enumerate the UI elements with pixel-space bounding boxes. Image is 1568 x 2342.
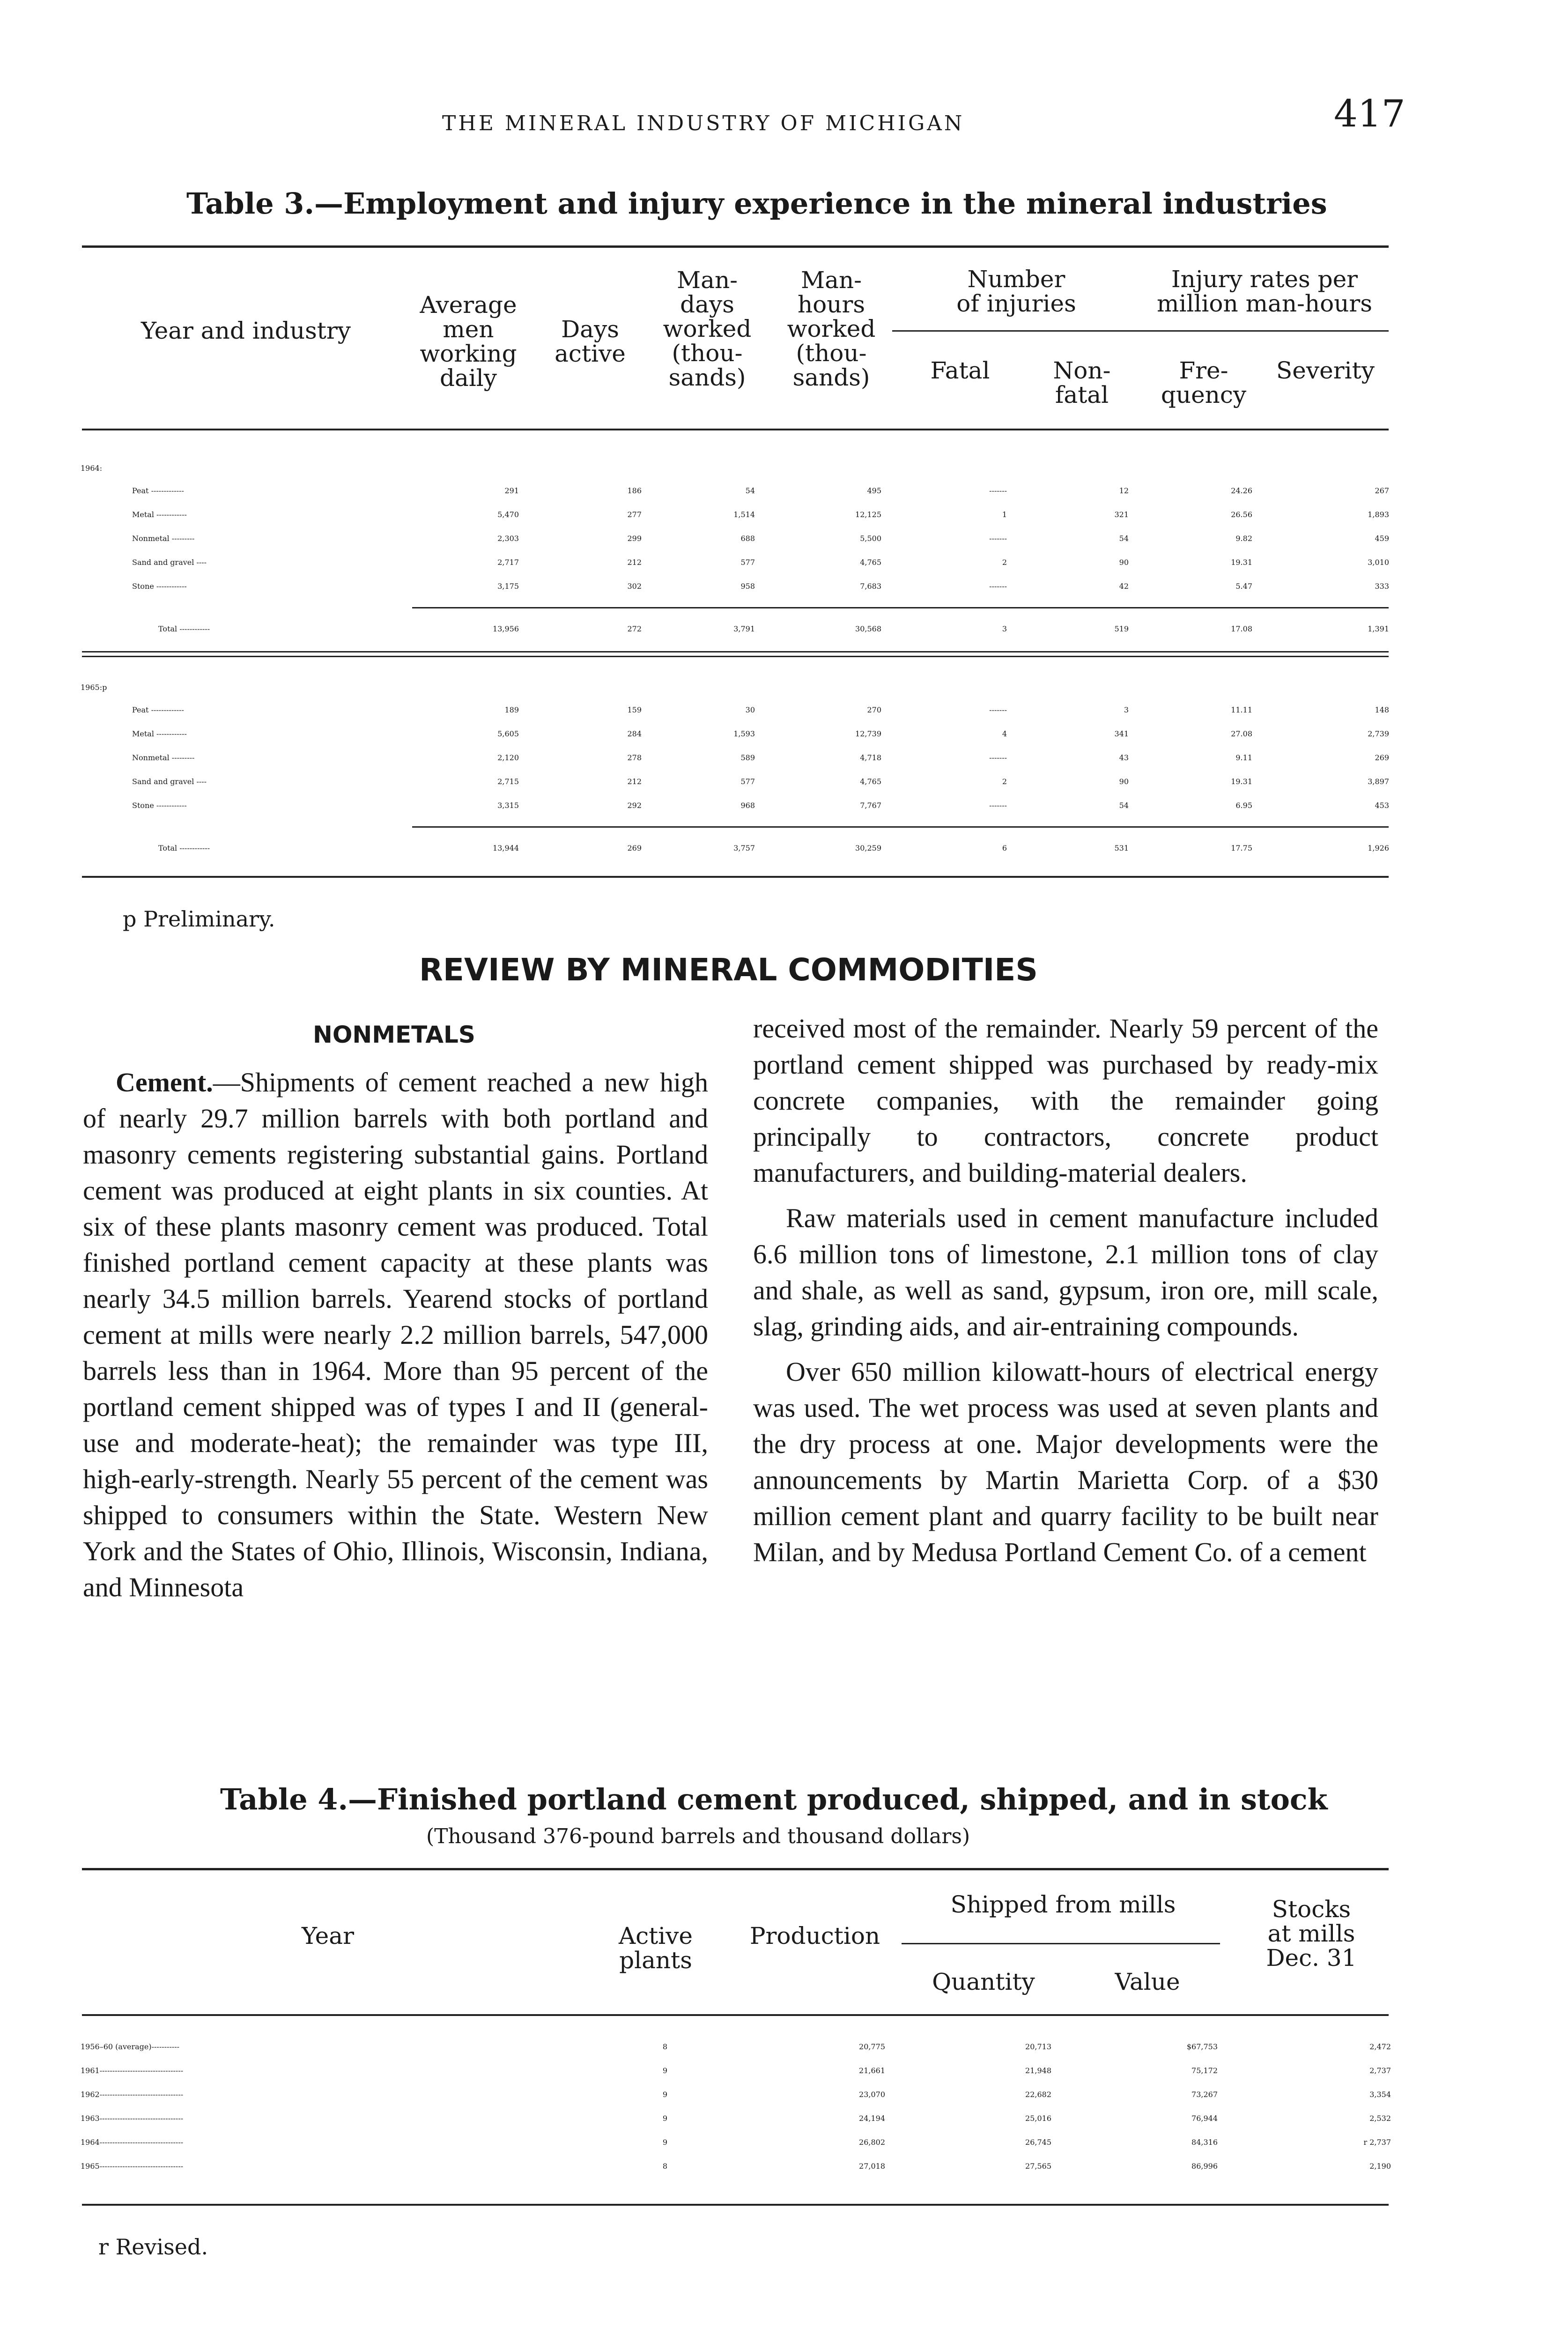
cell-quantity: 22,682 [1025, 2090, 1051, 2099]
cell-men: 2,715 [497, 777, 519, 786]
cell-fatal: ------- [989, 801, 1007, 810]
cell-men: 2,303 [497, 534, 519, 543]
cell-production: 27,018 [859, 2162, 885, 2171]
row-name: Sand and gravel [132, 777, 194, 786]
cell-nonfatal: 43 [1119, 753, 1129, 762]
hdr-line: active [555, 340, 626, 367]
cell-nonfatal: 54 [1119, 534, 1129, 543]
row-label [132, 794, 187, 817]
row-label [132, 503, 187, 526]
leader-dots: ------------ [154, 801, 187, 810]
cell-mandays: 54 [745, 486, 755, 495]
cell-fatal: ------- [989, 753, 1007, 762]
cell-days: 299 [627, 534, 642, 543]
table3-hdr-injury-rates [1143, 267, 1386, 316]
cell-mandays: 688 [740, 534, 755, 543]
cell-value: 76,944 [1191, 2114, 1218, 2123]
leader-dots: ------------ [154, 582, 187, 591]
row-year: 1964 [81, 2138, 100, 2147]
hdr-line: Number [967, 266, 1065, 293]
total-cell-mandays: 3,791 [733, 624, 755, 633]
cell-mandays: 577 [740, 777, 755, 786]
table3-hdr-year-industry: Year and industry [141, 317, 351, 344]
leader-dots: ----------- [151, 2042, 180, 2051]
table3-hdr-severity: Severity [1276, 357, 1375, 384]
leader-dots: ------------- [148, 486, 184, 495]
row-label [132, 551, 207, 574]
cell-sev: 333 [1375, 582, 1389, 591]
cell-nonfatal: 341 [1114, 729, 1129, 738]
hdr-line: million man-hours [1157, 290, 1372, 317]
row-label [81, 2035, 179, 2059]
total-cell-nonfatal: 531 [1114, 844, 1129, 852]
table3-header-bottom-rule [82, 429, 1389, 430]
row-name: Nonmetal [132, 534, 170, 543]
group-label: 1964: [81, 464, 103, 473]
total-cell-days: 269 [627, 844, 642, 852]
table4-hdr-stocks [1241, 1897, 1382, 1970]
total-cell-days: 272 [627, 624, 642, 633]
hdr-line: Non- [1053, 357, 1111, 384]
cell-nonfatal: 90 [1119, 558, 1129, 567]
cell-sev: 459 [1375, 534, 1389, 543]
cell-days: 284 [627, 729, 642, 738]
cell-value: 86,996 [1191, 2162, 1218, 2171]
hdr-line: of injuries [956, 290, 1076, 317]
review-heading: REVIEW BY MINERAL COMMODITIES [419, 952, 1038, 988]
cell-days: 278 [627, 753, 642, 762]
total-label [158, 617, 210, 641]
cell-fatal: 2 [1002, 777, 1007, 786]
leader-dots: ------------- [148, 705, 184, 714]
leader-dots: ---- [194, 558, 207, 567]
row-label [132, 479, 184, 503]
cell-manhours: 4,765 [860, 558, 881, 567]
cell-stocks: 2,472 [1369, 2042, 1391, 2051]
total-name: Total [158, 844, 178, 852]
text-column-left [83, 1064, 708, 1615]
row-label [81, 2131, 183, 2154]
hdr-line: sands) [792, 364, 870, 391]
cell-fatal: 1 [1002, 510, 1007, 519]
row-label [81, 2107, 183, 2130]
col2-paragraph-3: Over 650 million kilowatt-hours of electrical energy was used. The wet process was used at seven plants and the dry process at one. Major developments were the announcements by Martin Marietta Corp. of a $30 million cement plant and quarry facility to be built near Milan, and by Medusa Portland Cement Co. of a cement [753, 1356, 1378, 1567]
cell-freq: 5.47 [1235, 582, 1252, 591]
cell-stocks: 2,190 [1369, 2162, 1391, 2171]
hdr-line: Injury rates per [1171, 266, 1358, 293]
table4-title: Table 4.—Finished portland cement produced, shipped, and in stock [220, 1782, 1328, 1816]
total-cell-fatal: 6 [1002, 844, 1007, 852]
total-label [158, 837, 210, 860]
cell-days: 302 [627, 582, 642, 591]
total-cell-nonfatal: 519 [1114, 624, 1129, 633]
hdr-line: hours [797, 291, 865, 318]
cell-production: 26,802 [859, 2138, 885, 2147]
row-label [132, 527, 194, 550]
cell-value: 84,316 [1191, 2138, 1218, 2147]
table4-bottom-rule [82, 2204, 1389, 2206]
cell-freq: 26.56 [1231, 510, 1252, 519]
row-name: Stone [132, 582, 154, 591]
cell-men: 189 [504, 705, 519, 714]
cell-quantity: 27,565 [1025, 2162, 1051, 2171]
cell-fatal: ------- [989, 582, 1007, 591]
cell-freq: 9.82 [1235, 534, 1252, 543]
row-year: 1956–60 (average) [81, 2042, 152, 2051]
cell-fatal: ------- [989, 486, 1007, 495]
cell-men: 2,120 [497, 753, 519, 762]
cell-sev: 148 [1375, 705, 1389, 714]
cell-freq: 11.11 [1231, 705, 1252, 714]
cell-production: 20,775 [859, 2042, 885, 2051]
cell-value: 75,172 [1191, 2066, 1218, 2075]
cell-manhours: 270 [867, 705, 881, 714]
table4-hdr-quantity: Quantity [932, 1968, 1035, 1995]
leader-dots: --------------------------------- [99, 2138, 184, 2147]
table4-hdr-value: Value [1115, 1968, 1180, 1995]
cell-plants: 8 [662, 2042, 667, 2051]
cell-plants: 9 [662, 2090, 667, 2099]
cell-manhours: 7,767 [860, 801, 881, 810]
cell-manhours: 12,739 [855, 729, 881, 738]
cell-manhours: 495 [867, 486, 881, 495]
cell-manhours: 7,683 [860, 582, 881, 591]
table4-header-bottom-rule [82, 2014, 1389, 2016]
total-cell-manhours: 30,568 [855, 624, 881, 633]
cell-production: 23,070 [859, 2090, 885, 2099]
cell-sev: 267 [1375, 486, 1389, 495]
hdr-line: daily [439, 364, 497, 392]
total-cell-freq: 17.75 [1231, 844, 1252, 852]
hdr-line: Active [618, 1922, 693, 1949]
row-year: 1962 [81, 2090, 100, 2099]
cell-fatal: 4 [1002, 729, 1007, 738]
leader-dots: --------------------------------- [99, 2114, 184, 2123]
cell-nonfatal: 321 [1114, 510, 1129, 519]
cell-fatal: ------- [989, 705, 1007, 714]
cell-freq: 27.08 [1231, 729, 1252, 738]
cell-mandays: 589 [740, 753, 755, 762]
hdr-line: men [443, 316, 494, 343]
group-label: 1965:p [81, 683, 107, 692]
table4-subtitle: (Thousand 376-pound barrels and thousand dollars) [426, 1824, 970, 1848]
row-year: 1963 [81, 2114, 100, 2123]
hdr-line: worked [787, 315, 876, 342]
text-column-right [753, 1010, 1378, 1579]
row-name: Stone [132, 801, 154, 810]
hdr-line: Man- [676, 267, 738, 294]
cell-nonfatal: 12 [1119, 486, 1129, 495]
row-name: Peat [132, 486, 149, 495]
hdr-line: Stocks [1272, 1896, 1351, 1923]
cell-stocks: 3,354 [1369, 2090, 1391, 2099]
col2-paragraph-2: Raw materials used in cement manufacture included 6.6 million tons of limestone, 2.1 million tons of clay and shale, as well as sand, gypsum, iron ore, mill scale, slag, grinding aids, and air-entraining compounds. [753, 1203, 1378, 1341]
table3-bottom-rule [82, 876, 1389, 878]
hdr-line: sands) [668, 364, 746, 391]
total-cell-men: 13,944 [493, 844, 519, 852]
row-label [81, 2155, 183, 2178]
hdr-line: quency [1161, 381, 1247, 408]
cell-stocks: 2,532 [1369, 2114, 1391, 2123]
hdr-line: Dec. 31 [1266, 1944, 1357, 1971]
cell-days: 159 [627, 705, 642, 714]
cell-days: 292 [627, 801, 642, 810]
cell-plants: 9 [662, 2114, 667, 2123]
table3-hdr-avg-men [403, 293, 534, 390]
cell-men: 2,717 [497, 558, 519, 567]
cell-freq: 9.11 [1235, 753, 1252, 762]
total-name: Total [158, 624, 178, 633]
leader-dots: --------------------------------- [99, 2090, 184, 2099]
cell-fatal: 2 [1002, 558, 1007, 567]
cell-quantity: 25,016 [1025, 2114, 1051, 2123]
cell-sev: 269 [1375, 753, 1389, 762]
running-title: THE MINERAL INDUSTRY OF MICHIGAN [442, 111, 965, 135]
leader-dots: ------------ [177, 624, 210, 633]
cell-nonfatal: 54 [1119, 801, 1129, 810]
hdr-line: days [680, 291, 734, 318]
total-cell-mandays: 3,757 [733, 844, 755, 852]
cell-nonfatal: 42 [1119, 582, 1129, 591]
table4-footnote: r Revised. [98, 2234, 208, 2260]
row-label [132, 698, 184, 722]
cement-paragraph: —Shipments of cement reached a new high of nearly 29.7 million barrels with both portland and masonry cements registering substantial gains. Portland cement was produced at eight plants in six counties. At six of these plants masonry cement was produced. Total finished portland cement capacity at these plants was nearly 34.5 million barrels. Yearend stocks of portland cement at mills were nearly 2.2 million barrels, 547,000 barrels less than in 1964. More than 95 percent of the portland cement shipped was of types I and II (general-use and moderate-heat); the remainder was type III, high-early-strength. Nearly 55 percent of the cement was shipped to consumers within the State. Western New York and the States of Ohio, Illinois, Wisconsin, Indiana, and Minnesota [83, 1067, 708, 1602]
table4-subhdr-rule [902, 1943, 1220, 1944]
table3-title: Table 3.—Employment and injury experience in the mineral industries [186, 186, 1327, 221]
leader-dots: --------- [169, 753, 195, 762]
cell-days: 277 [627, 510, 642, 519]
table3-hdr-fatal: Fatal [930, 357, 990, 384]
row-label [81, 2059, 183, 2083]
cell-nonfatal: 90 [1119, 777, 1129, 786]
cell-men: 5,605 [497, 729, 519, 738]
leader-dots: ---- [194, 777, 207, 786]
table4-hdr-shipped: Shipped from mills [950, 1891, 1176, 1918]
cell-value: 73,267 [1191, 2090, 1218, 2099]
leader-dots: ------------ [154, 729, 187, 738]
cell-production: 21,661 [859, 2066, 885, 2075]
cell-production: 24,194 [859, 2114, 885, 2123]
cell-men: 291 [504, 486, 519, 495]
cell-sev: 3,897 [1368, 777, 1389, 786]
cell-stocks: r 2,737 [1363, 2138, 1391, 2147]
table4-hdr-active-plants [585, 1924, 726, 1972]
table3-hdr-man-days [651, 268, 763, 390]
leader-dots: --------------------------------- [99, 2162, 184, 2171]
cell-plants: 9 [662, 2066, 667, 2075]
cell-mandays: 1,593 [733, 729, 755, 738]
cell-freq: 24.26 [1231, 486, 1252, 495]
col2-paragraph-1: received most of the remainder. Nearly 59 percent of the portland cement shipped was purchased by ready-mix concrete companies, with the remainder going principally to contractors, concrete product manufacturers, and building-material dealers. [753, 1013, 1378, 1188]
cell-freq: 6.95 [1235, 801, 1252, 810]
cell-mandays: 968 [740, 801, 755, 810]
row-label [81, 2083, 183, 2106]
row-year: 1961 [81, 2066, 100, 2075]
row-name: Sand and gravel [132, 558, 194, 567]
row-label [132, 770, 207, 793]
table3-top-rule [82, 245, 1389, 248]
cell-stocks: 2,737 [1369, 2066, 1391, 2075]
cell-quantity: 21,948 [1025, 2066, 1051, 2075]
cell-sev: 3,010 [1368, 558, 1389, 567]
page-number: 417 [1334, 92, 1405, 135]
hdr-line: (thou- [672, 340, 743, 367]
row-label [132, 746, 194, 770]
table3-hdr-nonfatal [1030, 358, 1133, 407]
hdr-line: Average [420, 291, 517, 319]
hdr-line: Fre- [1179, 357, 1228, 384]
cell-value: $67,753 [1186, 2042, 1218, 2051]
cement-lead: Cement. [116, 1067, 213, 1097]
total-cell-sev: 1,926 [1368, 844, 1389, 852]
table3-hdr-frequency [1147, 358, 1260, 407]
cell-men: 5,470 [497, 510, 519, 519]
cell-plants: 8 [662, 2162, 667, 2171]
table4-hdr-production: Production [749, 1922, 880, 1949]
cell-freq: 19.31 [1231, 558, 1252, 567]
leader-dots: --------------------------------- [99, 2066, 184, 2075]
cell-men: 3,315 [497, 801, 519, 810]
table3-hdr-number-injuries [913, 267, 1119, 316]
row-year: 1965 [81, 2162, 100, 2171]
cell-days: 212 [627, 777, 642, 786]
row-label [132, 575, 187, 598]
row-name: Nonmetal [132, 753, 170, 762]
hdr-line: worked [663, 315, 752, 342]
cell-sev: 453 [1375, 801, 1389, 810]
cell-manhours: 12,125 [855, 510, 881, 519]
nonmetals-subheading: NONMETALS [313, 1021, 475, 1048]
table3-footnote: p Preliminary. [123, 906, 275, 932]
hdr-line: Man- [800, 267, 862, 294]
cell-quantity: 26,745 [1025, 2138, 1051, 2147]
cell-nonfatal: 3 [1124, 705, 1129, 714]
total-separator [412, 607, 1389, 608]
total-separator [412, 826, 1389, 828]
leader-dots: ------------ [177, 844, 210, 852]
hdr-line: Days [561, 316, 619, 343]
table3-hdr-man-hours [773, 268, 890, 390]
cell-quantity: 20,713 [1025, 2042, 1051, 2051]
hdr-line: at mills [1267, 1920, 1355, 1947]
total-cell-men: 13,956 [493, 624, 519, 633]
table4-hdr-year: Year [302, 1922, 354, 1949]
group-double-rule-2 [82, 656, 1389, 657]
total-cell-freq: 17.08 [1231, 624, 1252, 633]
cell-days: 186 [627, 486, 642, 495]
cell-manhours: 4,765 [860, 777, 881, 786]
hdr-line: plants [619, 1947, 692, 1974]
leader-dots: ------------ [154, 510, 187, 519]
table3-hdr-days-active [543, 317, 637, 366]
table4-top-rule [82, 1868, 1389, 1870]
cell-plants: 9 [662, 2138, 667, 2147]
total-cell-fatal: 3 [1002, 624, 1007, 633]
hdr-line: working [420, 340, 517, 367]
cell-manhours: 5,500 [860, 534, 881, 543]
hdr-line: fatal [1055, 381, 1109, 408]
leader-dots: --------- [169, 534, 195, 543]
table3-subhdr-rule [892, 330, 1389, 332]
cell-fatal: ------- [989, 534, 1007, 543]
row-name: Metal [132, 510, 154, 519]
cell-men: 3,175 [497, 582, 519, 591]
cell-freq: 19.31 [1231, 777, 1252, 786]
row-label [132, 722, 187, 746]
group-double-rule-1 [82, 651, 1389, 652]
cell-mandays: 577 [740, 558, 755, 567]
cell-mandays: 1,514 [733, 510, 755, 519]
cell-mandays: 30 [745, 705, 755, 714]
cell-manhours: 4,718 [860, 753, 881, 762]
total-cell-manhours: 30,259 [855, 844, 881, 852]
row-name: Metal [132, 729, 154, 738]
row-name: Peat [132, 705, 149, 714]
cell-days: 212 [627, 558, 642, 567]
cell-mandays: 958 [740, 582, 755, 591]
hdr-line: (thou- [796, 340, 867, 367]
cell-sev: 2,739 [1368, 729, 1389, 738]
cell-sev: 1,893 [1368, 510, 1389, 519]
total-cell-sev: 1,391 [1368, 624, 1389, 633]
